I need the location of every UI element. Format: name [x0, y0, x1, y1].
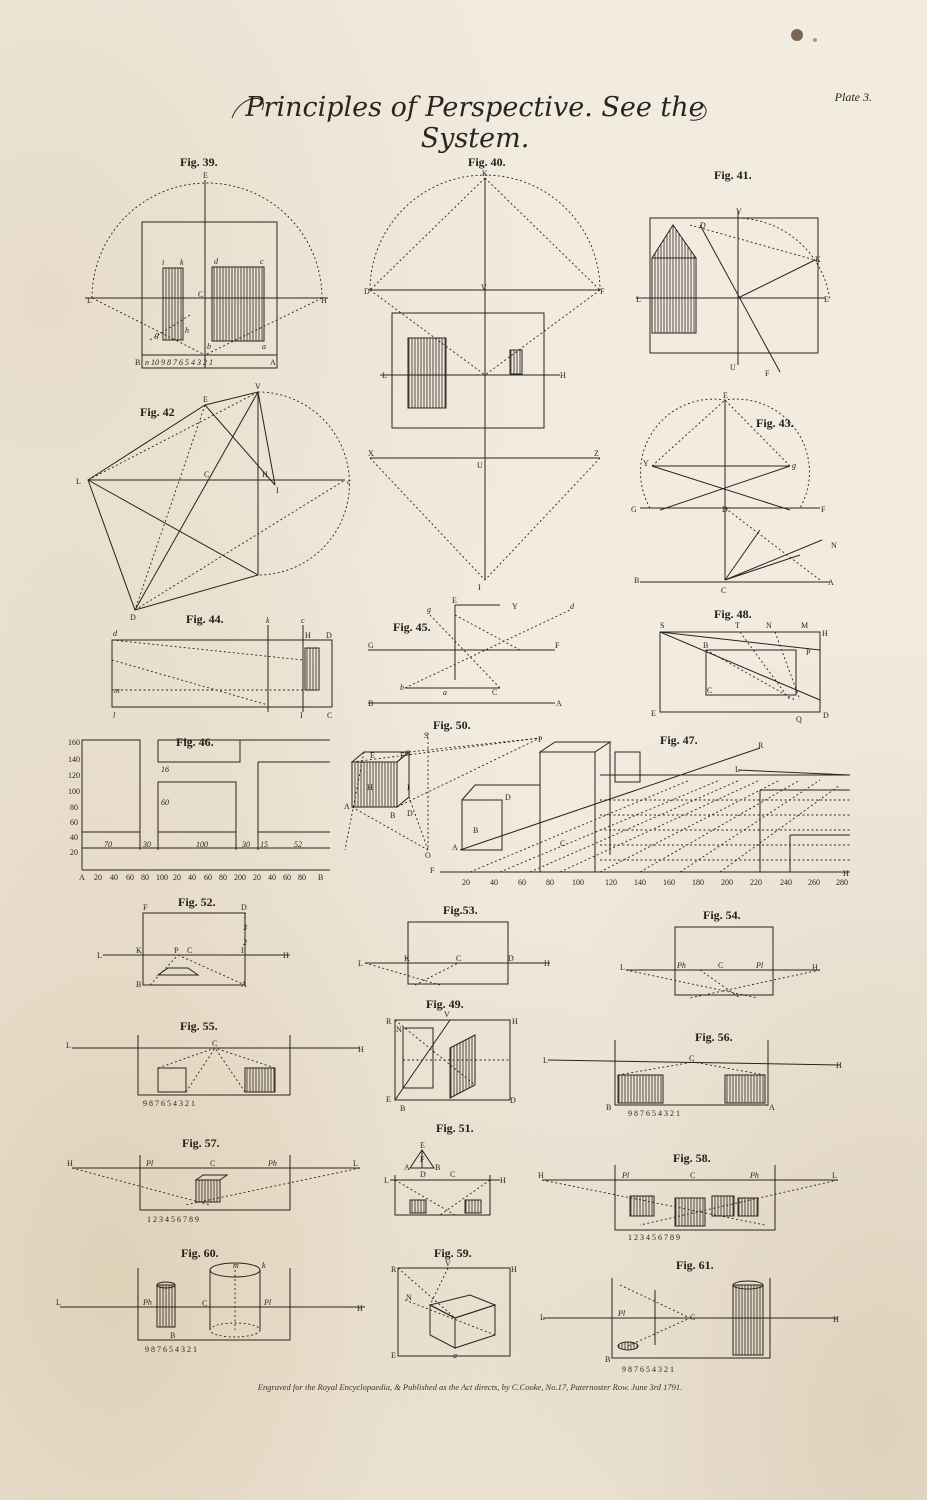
caption-fig44: Fig. 44.: [186, 612, 224, 626]
fig48-label-H: H: [822, 629, 828, 638]
fig60-drawing: [60, 1263, 365, 1340]
fig45-label-A: A: [556, 699, 562, 708]
fig39-label-k: k: [180, 258, 184, 267]
fig40-label-U: U: [477, 461, 483, 470]
fig46-ytick: 80: [70, 803, 78, 812]
fig39-label-g: g: [155, 330, 159, 339]
fig39-scale: n 10 9 8 7 6 5 4 3 2 1: [145, 358, 213, 367]
fig51-label-L: L: [384, 1176, 389, 1185]
caption-fig56: Fig. 56.: [695, 1030, 733, 1044]
fig48-label-P: P: [806, 648, 811, 657]
fig48-label-S: S: [660, 621, 665, 630]
fig44-label-D: D: [326, 631, 332, 640]
fig39-label-C: C: [198, 290, 204, 299]
fig59-label-V: V: [445, 1259, 451, 1268]
fig44-label-k: k: [266, 616, 270, 625]
fig45-label-G: G: [368, 641, 374, 650]
fig59-label-H: H: [511, 1265, 517, 1274]
fig51-label-B: B: [435, 1163, 441, 1172]
fig51-label-D: D: [420, 1170, 426, 1179]
fig51-label-H: H: [500, 1176, 506, 1185]
fig48-label-N: N: [766, 621, 772, 630]
fig60-label-m: m: [233, 1261, 239, 1270]
caption-fig58: Fig. 58.: [673, 1151, 711, 1165]
fig50-label-O: O: [425, 851, 431, 860]
fig41-label-U: U: [730, 363, 736, 372]
fig46-xtick: 40: [188, 873, 196, 882]
fig49-label-D: D: [510, 1096, 516, 1105]
fig47-xtick: 60: [518, 878, 526, 887]
fig50-label-A: A: [344, 802, 350, 811]
fig40-label-X: X: [368, 449, 374, 458]
fig60-label-L: L: [56, 1298, 61, 1307]
fig43-label-C: C: [721, 586, 727, 595]
caption-fig57: Fig. 57.: [182, 1136, 220, 1150]
fig55-label-L: L: [66, 1041, 71, 1050]
fig48-drawing: [660, 632, 820, 712]
fig40-label-Z: Z: [594, 449, 599, 458]
fig44-label-l: l: [113, 711, 116, 720]
caption-fig52: Fig. 52.: [178, 895, 216, 909]
fig48-label-B: B: [703, 641, 709, 650]
fig53-label-L: L: [358, 959, 363, 968]
fig47-label-H: H: [843, 869, 849, 878]
fig43-label-B: B: [634, 576, 640, 585]
fig46-side-label: 16: [161, 765, 169, 774]
fig56-label-L: L: [543, 1056, 548, 1065]
fig40-label-D: D: [364, 287, 370, 296]
fig50-label-P: P: [538, 735, 543, 744]
fig39-label-a: a: [262, 342, 266, 351]
fig51-label-A: A: [404, 1163, 410, 1172]
fig44-drawing: [112, 625, 332, 712]
fig48-label-C: C: [707, 686, 713, 695]
fig41-label-K: K: [815, 255, 821, 264]
fig46-xtick: 60: [283, 873, 291, 882]
fig59-label-N: N: [406, 1293, 412, 1302]
fig44-label-H: H: [305, 631, 311, 640]
fig49-label-E: E: [386, 1095, 391, 1104]
fig52-label-H: H: [283, 951, 289, 960]
fig54-label-L: L: [620, 963, 625, 972]
fig59-label-E: E: [391, 1351, 396, 1360]
fig54-label-H: H: [812, 963, 818, 972]
ink-stain: [791, 29, 803, 41]
fig44-label-C: C: [327, 711, 333, 720]
fig45-label-F: F: [555, 641, 560, 650]
fig46-ytick: 40: [70, 833, 78, 842]
fig57-label-L: L: [353, 1159, 358, 1168]
fig60-label-B: B: [170, 1331, 176, 1340]
fig60-scale: 9 8 7 6 5 4 3 2 1: [145, 1345, 197, 1354]
fig46-xtick: 60: [126, 873, 134, 882]
fig47-xtick: 140: [634, 878, 646, 887]
fig61-scale: 9 8 7 6 5 4 3 2 1: [622, 1365, 674, 1374]
fig46-street-label: 30: [143, 840, 151, 849]
fig48-label-E: E: [651, 709, 656, 718]
fig50-label-H: H: [367, 783, 373, 792]
fig51-label-E: E: [420, 1141, 425, 1150]
fig43-drawing: [640, 399, 830, 582]
fig46-xtick: 80: [219, 873, 227, 882]
fig49-label-R: R: [386, 1017, 392, 1026]
fig47-xtick: 120: [605, 878, 617, 887]
fig44-label-m: m: [114, 686, 120, 695]
fig46-xtick: 80: [141, 873, 149, 882]
fig47-xtick: 180: [692, 878, 704, 887]
title-flourish: [232, 98, 706, 120]
caption-fig42: Fig. 42: [140, 405, 175, 419]
fig61-label-C: C: [690, 1313, 696, 1322]
fig40-label-V: V: [481, 283, 487, 292]
fig45-label-B: B: [368, 699, 374, 708]
fig50-label-D: D: [407, 809, 413, 818]
fig52-label-D: D: [241, 903, 247, 912]
fig47-xtick: 160: [663, 878, 675, 887]
fig46-xtick: 60: [204, 873, 212, 882]
fig52-label-3: 3: [243, 923, 247, 932]
fig47-label-D: D: [505, 793, 511, 802]
fig44-label-I: I: [300, 711, 303, 720]
fig54-label-Pl: Pl: [756, 961, 764, 970]
fig52-label-I: I: [241, 946, 244, 955]
fig58-label-Pl: Pl: [622, 1171, 630, 1180]
fig45-label-Y: Y: [512, 602, 518, 611]
fig47-label-B: B: [473, 826, 479, 835]
fig46-side-label: 60: [161, 798, 169, 807]
fig45-label-d: d: [570, 602, 574, 611]
fig55-label-C: C: [212, 1039, 218, 1048]
fig57-label-Ph: Ph: [268, 1159, 277, 1168]
fig46-street-label: 70: [104, 840, 112, 849]
fig47-xtick: 220: [750, 878, 762, 887]
fig59-label-a: a: [453, 1351, 457, 1360]
fig41-label-L: L: [636, 295, 641, 304]
fig39-label-A: A: [270, 358, 276, 367]
fig55-label-H: H: [358, 1045, 364, 1054]
fig48-label-D: D: [823, 711, 829, 720]
caption-fig51: Fig. 51.: [436, 1121, 474, 1135]
fig39-label-c: c: [260, 257, 264, 266]
fig39-label-b: b: [207, 342, 211, 351]
fig61-label-Pl: Pl: [618, 1309, 626, 1318]
fig58-label-H: H: [538, 1171, 544, 1180]
fig50-label-S: S: [424, 731, 429, 740]
publisher-imprint: Engraved for the Royal Encyclopaedia, & Published as the Act directs, by C.Cooke, No.17, Paternoster Row. June 3rd 1791.: [257, 1382, 683, 1392]
fig43-label-E: E: [723, 391, 728, 400]
fig56-label-H: H: [836, 1061, 842, 1070]
fig40-label-I: I: [478, 583, 481, 592]
fig49-label-H: H: [512, 1017, 518, 1026]
fig59-label-R: R: [391, 1265, 397, 1274]
fig46-ytick: 160: [68, 738, 80, 747]
fig46-xtick: 20: [94, 873, 102, 882]
fig39-label-L: L: [87, 296, 92, 305]
fig47-drawing: [440, 742, 850, 872]
fig60-label-Pl: Pl: [264, 1298, 272, 1307]
fig53-label-C: C: [456, 954, 462, 963]
fig39-label-E: E: [203, 171, 208, 180]
fig46-street-label: 30: [242, 840, 250, 849]
fig47-label-F: F: [430, 866, 435, 875]
fig44-label-d: d: [113, 629, 117, 638]
fig53-label-K: K: [404, 954, 410, 963]
fig52-label-B: B: [136, 980, 142, 989]
fig43-label-D: D: [722, 505, 728, 514]
fig47-label-L: L: [735, 765, 740, 774]
fig41-label-V: V: [736, 207, 742, 216]
fig52-label-P: P: [174, 946, 179, 955]
fig47-xtick: 80: [546, 878, 554, 887]
fig46-street-label: 100: [196, 840, 208, 849]
caption-fig40: Fig. 40.: [468, 155, 506, 169]
fig46-ytick: 120: [68, 771, 80, 780]
fig59-drawing: [398, 1268, 510, 1356]
fig47-xtick: 240: [780, 878, 792, 887]
fig60-label-k: k: [262, 1261, 266, 1270]
fig46-xtick: 100: [156, 873, 168, 882]
fig42-drawing: [88, 392, 350, 610]
fig49-label-V: V: [444, 1010, 450, 1019]
fig47-xtick: 200: [721, 878, 733, 887]
fig45-drawing: [368, 605, 570, 703]
fig50-label-E: E: [370, 751, 375, 760]
fig39-drawing: [85, 180, 328, 368]
fig42-label-L: L: [76, 477, 81, 486]
caption-fig41: Fig. 41.: [714, 168, 752, 182]
fig46-xtick: 40: [268, 873, 276, 882]
fig52-label-A: A: [241, 980, 247, 989]
fig43-label-A: A: [828, 578, 834, 587]
fig45-label-a: a: [443, 688, 447, 697]
fig42-label-V: V: [255, 382, 261, 391]
fig46-xtick: 200: [234, 873, 246, 882]
fig52-label-1: 1: [243, 911, 247, 920]
fig56-label-A: A: [769, 1103, 775, 1112]
fig41-label-E: E: [824, 295, 829, 304]
caption-fig60: Fig. 60.: [181, 1246, 219, 1260]
fig46-ytick: 100: [68, 787, 80, 796]
fig42-label-C: C: [204, 470, 210, 479]
ink-stain: [813, 38, 817, 42]
fig46-ytick: 60: [70, 818, 78, 827]
fig56-drawing: [548, 1040, 840, 1105]
fig60-label-H: H: [357, 1304, 363, 1313]
fig50-label-G: G: [405, 749, 411, 758]
fig41-drawing: [636, 210, 830, 372]
fig57-label-H: H: [67, 1159, 73, 1168]
fig58-scale: 1 2 3 4 5 6 7 8 9: [628, 1233, 680, 1242]
fig43-label-g: g: [792, 461, 796, 470]
fig42-label-E: E: [203, 395, 208, 404]
fig51-drawing: [390, 1150, 500, 1215]
fig57-scale: 1 2 3 4 5 6 7 8 9: [147, 1215, 199, 1224]
fig53-label-H: H: [544, 959, 550, 968]
fig58-label-L: L: [832, 1171, 837, 1180]
caption-fig53: Fig.53.: [443, 903, 478, 917]
fig54-label-C: C: [718, 961, 724, 970]
fig50-label-F: F: [400, 751, 405, 760]
caption-fig45: Fig. 45.: [393, 620, 431, 634]
fig61-label-H: H: [833, 1315, 839, 1324]
fig56-scale: 9 8 7 6 5 4 3 2 1: [628, 1109, 680, 1118]
fig46-ytick: 140: [68, 755, 80, 764]
fig40-label-F: F: [600, 287, 605, 296]
caption-fig43: Fig. 43.: [756, 416, 794, 430]
fig47-xtick: 20: [462, 878, 470, 887]
fig44-label-c: c: [301, 616, 305, 625]
fig40-label-K: K: [482, 169, 488, 178]
fig61-label-L: L: [540, 1313, 545, 1322]
fig45-label-E: E: [452, 596, 457, 605]
fig51-label-C: C: [450, 1170, 456, 1179]
fig42-label-H: H: [262, 470, 268, 479]
fig46-ytick: 20: [70, 848, 78, 857]
fig48-label-Q: Q: [796, 715, 802, 724]
caption-fig49: Fig. 49.: [426, 997, 464, 1011]
caption-fig39: Fig. 39.: [180, 155, 218, 169]
fig60-label-Ph: Ph: [143, 1298, 152, 1307]
fig39-label-i: i: [162, 258, 165, 267]
fig50-label-I: I: [407, 783, 410, 792]
fig40-label-L: L: [382, 371, 387, 380]
fig41-label-D: D: [700, 221, 706, 230]
fig43-label-N: N: [831, 541, 837, 550]
fig42-label-D: D: [130, 613, 136, 622]
fig39-label-d: d: [214, 257, 218, 266]
fig43-label-G: G: [631, 505, 637, 514]
fig52-drawing: [103, 913, 290, 985]
fig55-scale: 9 8 7 6 5 4 3 2 1: [143, 1099, 195, 1108]
fig42-label-I: I: [276, 486, 279, 495]
fig49-label-N: N: [396, 1025, 402, 1034]
fig46-xtick: A: [79, 873, 85, 882]
plate-title: Principles of Perspective. See the System.: [245, 92, 705, 154]
fig39-label-B: B: [135, 358, 141, 367]
fig48-label-M: M: [801, 621, 809, 630]
fig46-xtick: 80: [298, 873, 306, 882]
fig53-label-D: D: [508, 954, 514, 963]
fig46-xtick: 40: [110, 873, 118, 882]
fig58-label-C: C: [690, 1171, 696, 1180]
fig57-label-Pl: Pl: [146, 1159, 154, 1168]
fig57-drawing: [72, 1155, 360, 1210]
fig39-label-H: H: [321, 296, 327, 305]
fig41-label-F: F: [765, 369, 770, 378]
caption-fig46: Fig. 46.: [176, 735, 214, 749]
fig46-xtick: 20: [253, 873, 261, 882]
fig47-xtick: 100: [572, 878, 584, 887]
fig43-label-F: F: [821, 505, 826, 514]
fig46-xtick: B: [318, 873, 324, 882]
fig61-label-B: B: [605, 1355, 611, 1364]
fig45-label-b: b: [400, 683, 404, 692]
caption-fig47: Fig. 47.: [660, 733, 698, 747]
fig52-label-2: 2: [243, 938, 247, 947]
fig48-label-T: T: [735, 621, 740, 630]
fig47-xtick: 40: [490, 878, 498, 887]
fig60-label-C: C: [202, 1299, 208, 1308]
fig50-label-B: B: [390, 811, 396, 820]
fig51-label-F: F: [420, 1155, 425, 1164]
fig47-label-A: A: [452, 843, 458, 852]
fig49-label-B: B: [400, 1104, 406, 1113]
fig47-label-C: C: [560, 839, 566, 848]
fig56-label-B: B: [606, 1103, 612, 1112]
fig45-label-C: C: [492, 688, 498, 697]
fig54-label-Ph: Ph: [677, 961, 686, 970]
caption-fig59: Fig. 59.: [434, 1246, 472, 1260]
caption-fig61: Fig. 61.: [676, 1258, 714, 1272]
plate-number: Plate 3.: [834, 90, 872, 104]
fig46-street-label: 52: [294, 840, 302, 849]
fig42-label-c: c: [347, 477, 351, 486]
fig46-drawing: [82, 740, 330, 870]
fig39-label-h: h: [185, 326, 189, 335]
fig46-xtick: 20: [173, 873, 181, 882]
fig58-label-Ph: Ph: [750, 1171, 759, 1180]
fig49-drawing: [395, 1020, 510, 1100]
fig52-label-F: F: [143, 903, 148, 912]
fig40-label-H: H: [560, 371, 566, 380]
fig46-street-label: 15: [260, 840, 268, 849]
fig57-label-C: C: [210, 1159, 216, 1168]
fig52-label-L: L: [97, 951, 102, 960]
caption-fig55: Fig. 55.: [180, 1019, 218, 1033]
fig47-xtick: 280: [836, 878, 848, 887]
fig52-label-C: C: [187, 946, 193, 955]
fig47-xtick: 260: [808, 878, 820, 887]
fig52-label-K: K: [136, 946, 142, 955]
fig43-label-Y: Y: [643, 459, 649, 468]
caption-fig50: Fig. 50.: [433, 718, 471, 732]
fig45-label-g: g: [427, 605, 431, 614]
fig56-label-C: C: [689, 1054, 695, 1063]
fig47-label-R: R: [758, 741, 764, 750]
caption-fig54: Fig. 54.: [703, 908, 741, 922]
caption-fig48: Fig. 48.: [714, 607, 752, 621]
